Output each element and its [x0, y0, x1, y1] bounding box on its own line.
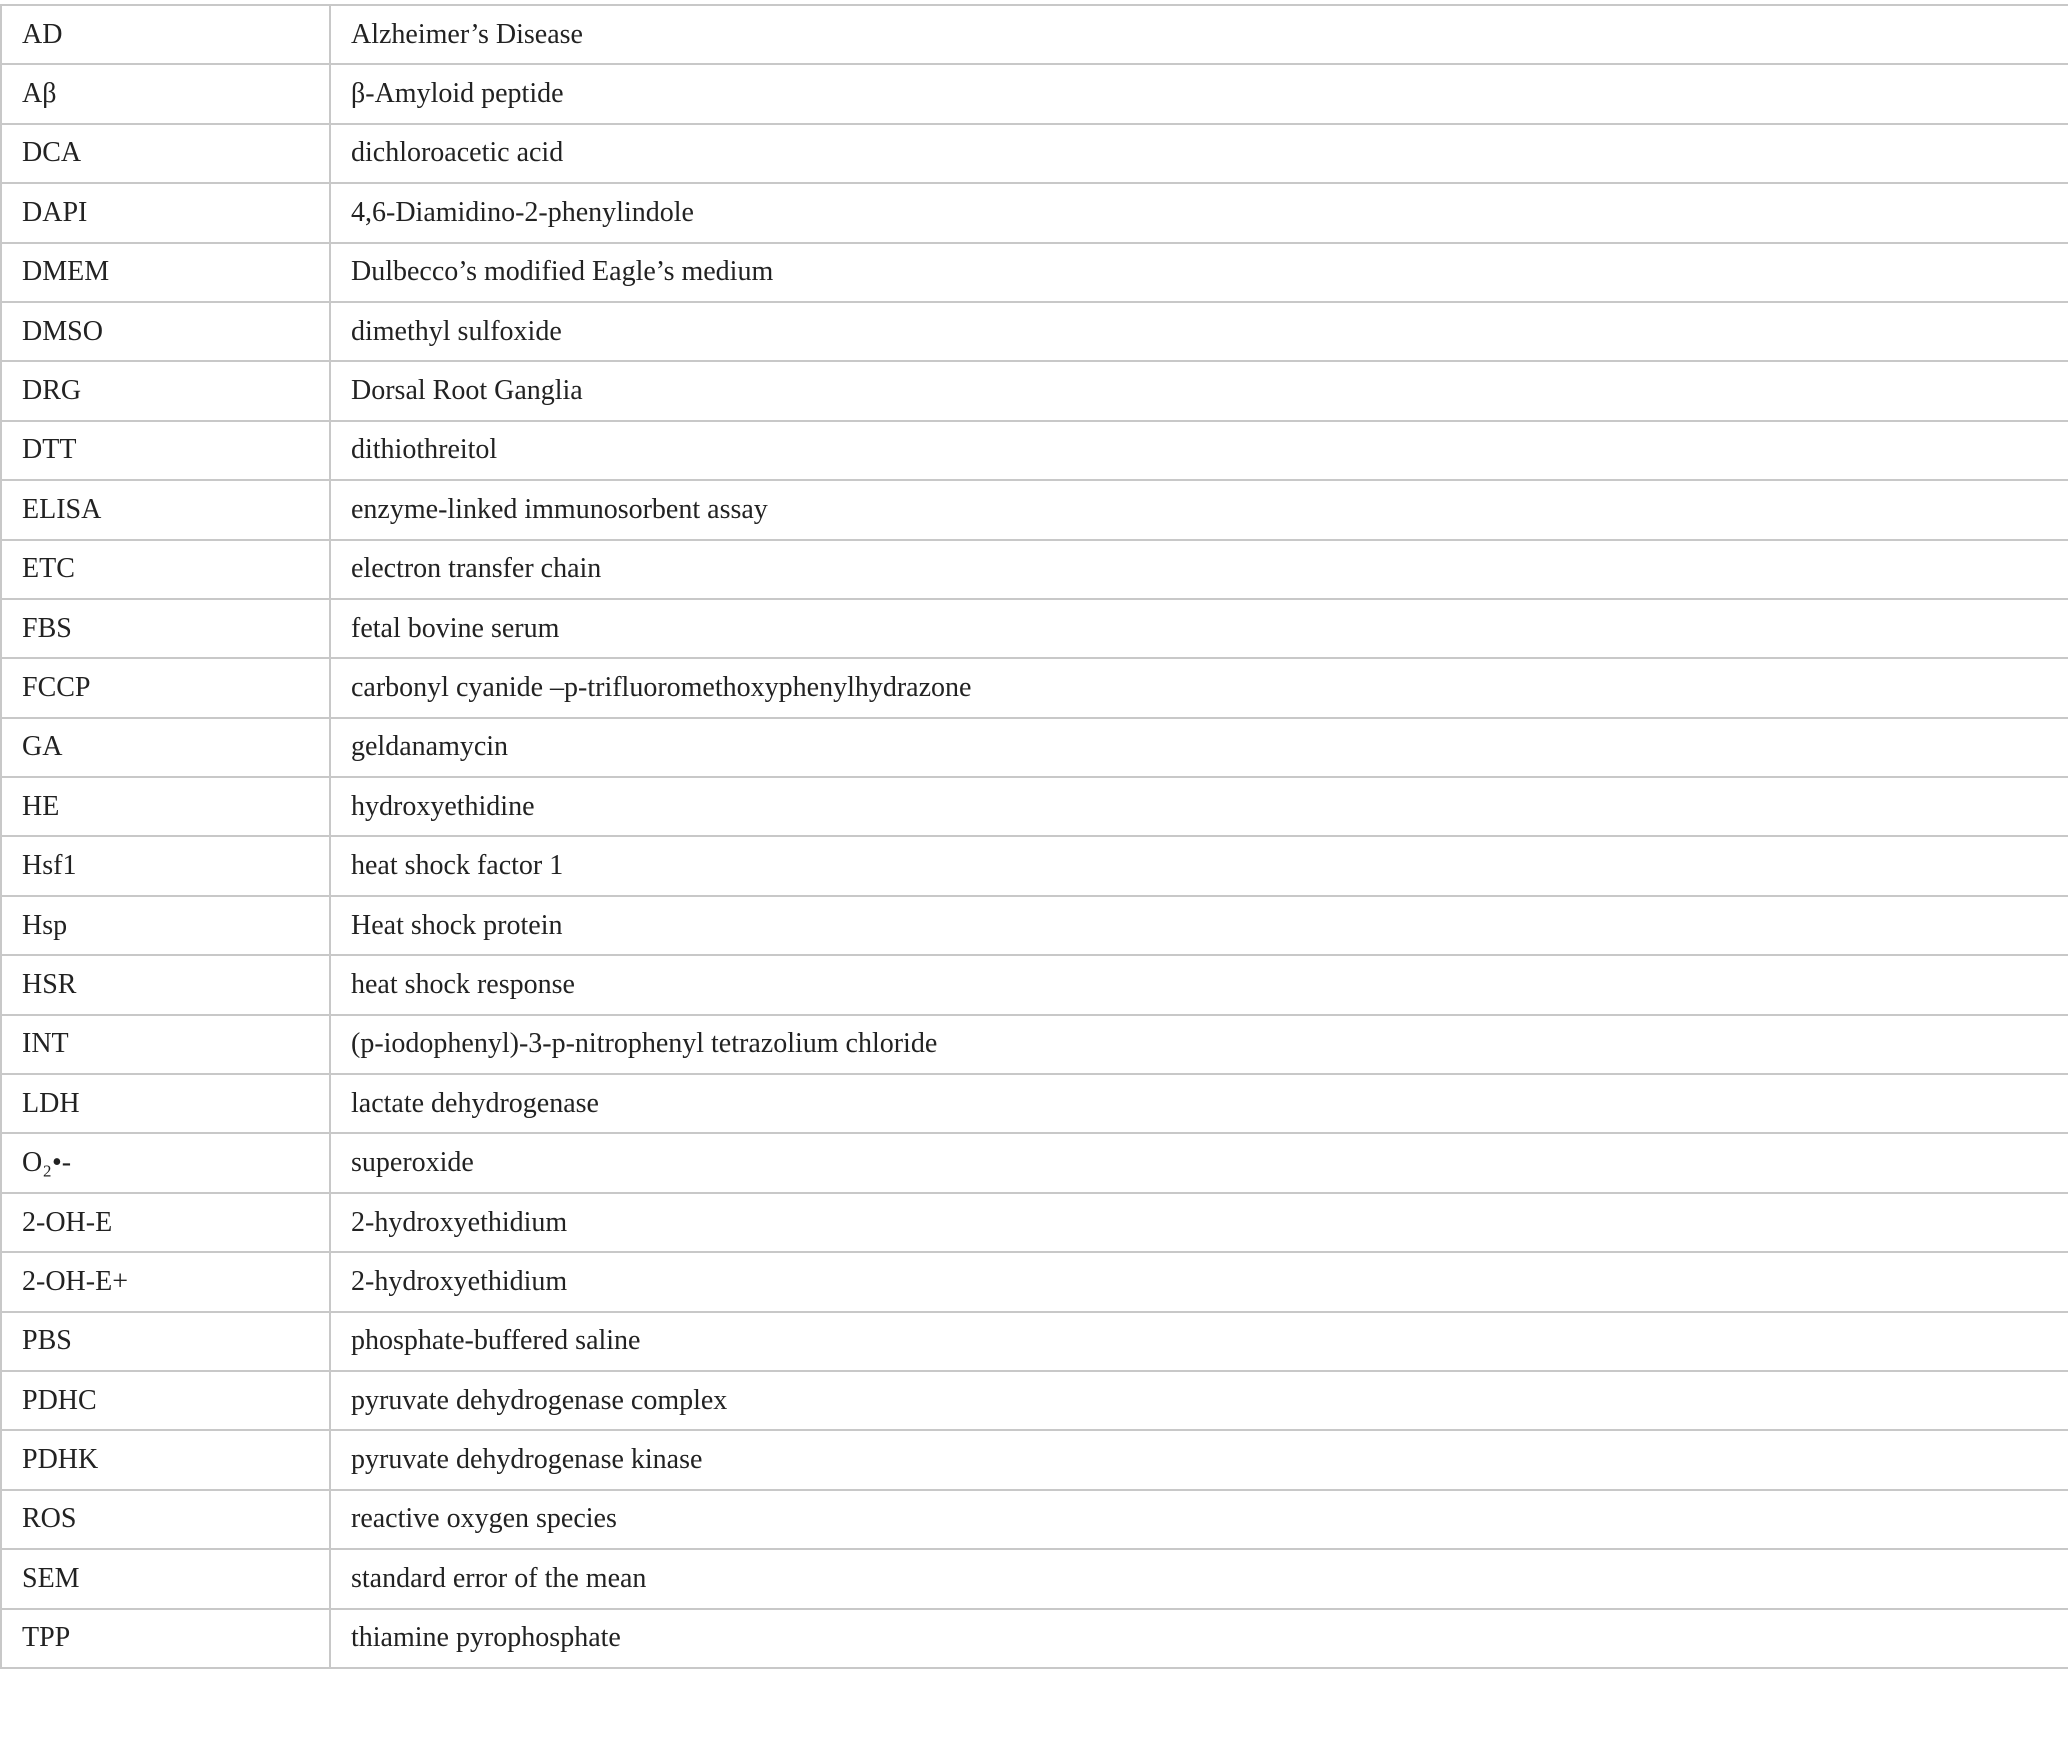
abbreviation-cell: HSR [1, 955, 330, 1014]
table-row [1, 1074, 2068, 1133]
abbreviation-cell: LDH [1, 1074, 330, 1133]
definition-cell: hydroxyethidine [330, 777, 2068, 836]
table-row [1, 1490, 2068, 1549]
definition-cell: lactate dehydrogenase [330, 1074, 2068, 1133]
abbreviation-cell: ROS [1, 1490, 330, 1549]
table-row [1, 1430, 2068, 1489]
definition-cell: thiamine pyrophosphate [330, 1609, 2068, 1668]
table-row [1, 421, 2068, 480]
abbreviation-cell: PDHC [1, 1371, 330, 1430]
definition-cell: fetal bovine serum [330, 599, 2068, 658]
table-row [1, 5, 2068, 64]
table-row [1, 599, 2068, 658]
table-row [1, 64, 2068, 123]
abbreviations-table-body [1, 5, 2068, 1668]
table-row [1, 896, 2068, 955]
definition-cell: carbonyl cyanide –p-trifluoromethoxyphenylhydrazone [330, 658, 2068, 717]
abbreviation-cell: FBS [1, 599, 330, 658]
abbreviations-table [0, 4, 2068, 1669]
abbreviation-cell: DMEM [1, 243, 330, 302]
table-row [1, 777, 2068, 836]
abbreviation-cell: DMSO [1, 302, 330, 361]
abbreviation-cell: DTT [1, 421, 330, 480]
definition-cell: geldanamycin [330, 718, 2068, 777]
definition-cell: Dorsal Root Ganglia [330, 361, 2068, 420]
abbreviation-cell: AD [1, 5, 330, 64]
definition-cell: reactive oxygen species [330, 1490, 2068, 1549]
abbreviation-cell: Hsf1 [1, 836, 330, 895]
table-row [1, 658, 2068, 717]
table-row [1, 1549, 2068, 1608]
definition-cell: standard error of the mean [330, 1549, 2068, 1608]
table-row [1, 718, 2068, 777]
definition-cell: Heat shock protein [330, 896, 2068, 955]
abbreviation-cell: 2-OH-E+ [1, 1252, 330, 1311]
table-row [1, 1371, 2068, 1430]
definition-cell: β-Amyloid peptide [330, 64, 2068, 123]
definition-cell: Alzheimer’s Disease [330, 5, 2068, 64]
abbreviation-cell: GA [1, 718, 330, 777]
abbreviations-table-container [0, 4, 2068, 1669]
abbreviation-cell: Hsp [1, 896, 330, 955]
abbreviation-cell: Aβ [1, 64, 330, 123]
table-row [1, 361, 2068, 420]
abbreviation-cell: SEM [1, 1549, 330, 1608]
table-row [1, 955, 2068, 1014]
table-row [1, 1193, 2068, 1252]
abbreviation-cell: O₂•- [1, 1133, 330, 1192]
definition-cell: 2-hydroxyethidium [330, 1252, 2068, 1311]
definition-cell: pyruvate dehydrogenase complex [330, 1371, 2068, 1430]
abbreviation-cell: INT [1, 1015, 330, 1074]
table-row [1, 1133, 2068, 1192]
definition-cell: 4,6-Diamidino-2-phenylindole [330, 183, 2068, 242]
table-row [1, 540, 2068, 599]
definition-cell: (p-iodophenyl)-3-p-nitrophenyl tetrazolium chloride [330, 1015, 2068, 1074]
abbreviation-cell: DCA [1, 124, 330, 183]
abbreviation-cell: ELISA [1, 480, 330, 539]
table-row [1, 302, 2068, 361]
table-row [1, 124, 2068, 183]
table-row [1, 1015, 2068, 1074]
definition-cell: enzyme-linked immunosorbent assay [330, 480, 2068, 539]
definition-cell: dimethyl sulfoxide [330, 302, 2068, 361]
definition-cell: dichloroacetic acid [330, 124, 2068, 183]
abbreviation-cell: 2-OH-E [1, 1193, 330, 1252]
abbreviation-cell: HE [1, 777, 330, 836]
abbreviation-cell: DRG [1, 361, 330, 420]
abbreviation-cell: PDHK [1, 1430, 330, 1489]
table-row [1, 836, 2068, 895]
definition-cell: electron transfer chain [330, 540, 2068, 599]
definition-cell: superoxide [330, 1133, 2068, 1192]
definition-cell: phosphate-buffered saline [330, 1312, 2068, 1371]
table-row [1, 480, 2068, 539]
definition-cell: heat shock factor 1 [330, 836, 2068, 895]
abbreviation-cell: DAPI [1, 183, 330, 242]
definition-cell: dithiothreitol [330, 421, 2068, 480]
table-row [1, 1312, 2068, 1371]
table-row [1, 1252, 2068, 1311]
definition-cell: Dulbecco’s modified Eagle’s medium [330, 243, 2068, 302]
abbreviation-cell: PBS [1, 1312, 330, 1371]
table-row [1, 243, 2068, 302]
abbreviation-cell: TPP [1, 1609, 330, 1668]
table-row [1, 183, 2068, 242]
definition-cell: heat shock response [330, 955, 2068, 1014]
definition-cell: 2-hydroxyethidium [330, 1193, 2068, 1252]
abbreviation-cell: ETC [1, 540, 330, 599]
abbreviation-cell: FCCP [1, 658, 330, 717]
definition-cell: pyruvate dehydrogenase kinase [330, 1430, 2068, 1489]
table-row [1, 1609, 2068, 1668]
